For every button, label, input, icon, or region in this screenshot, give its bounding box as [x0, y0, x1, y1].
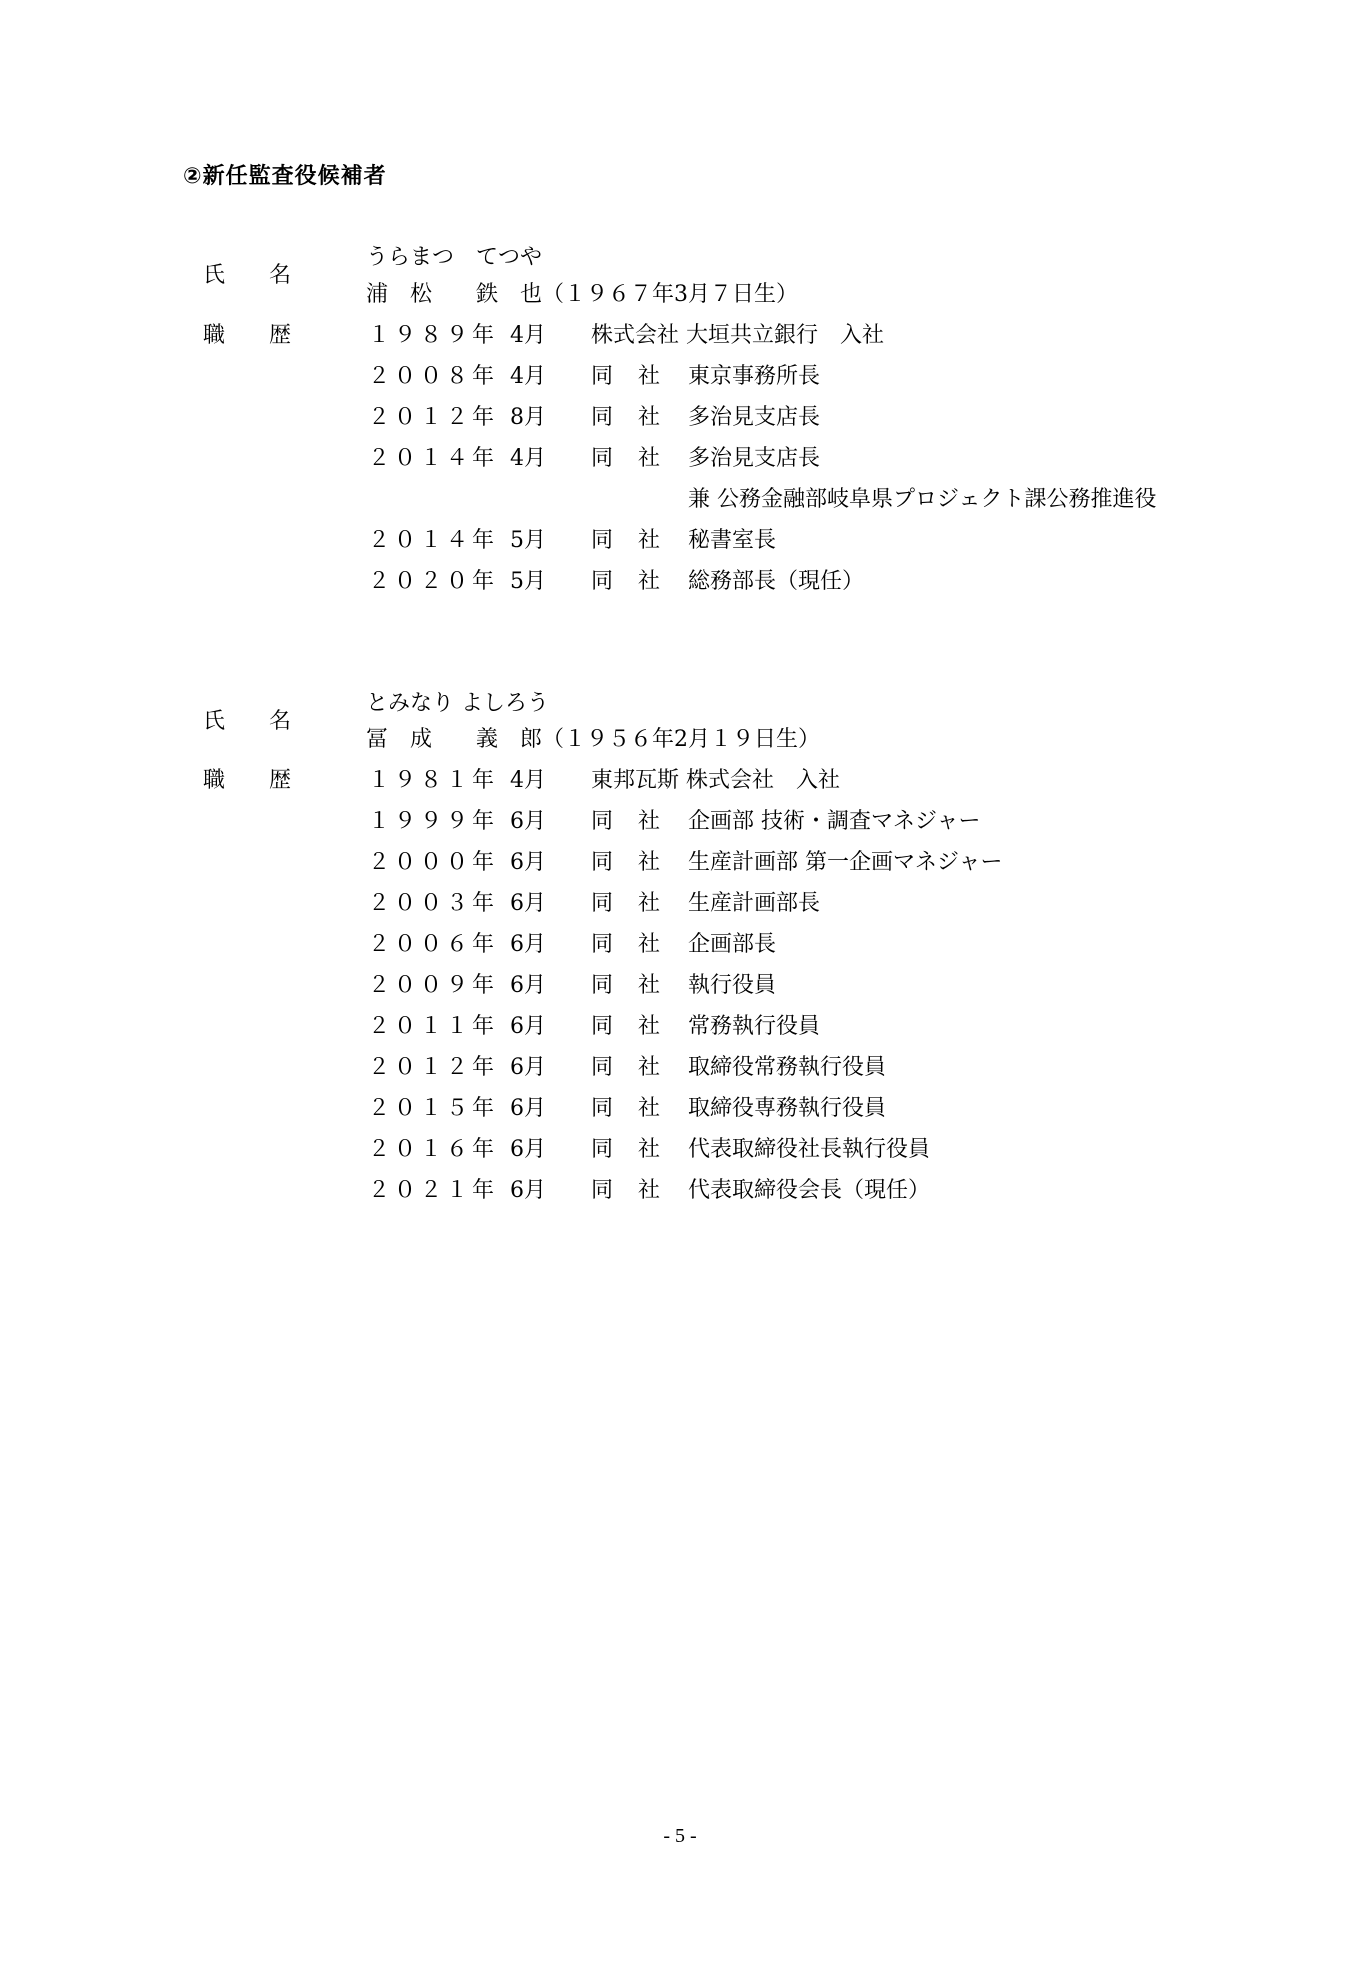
- career-company-marker: 社: [638, 973, 661, 998]
- career-position: 生産計画部長: [688, 891, 821, 916]
- career-same-marker: 同: [591, 1137, 614, 1162]
- career-row: [0, 1094, 1360, 1124]
- career-position: 代表取締役社長執行役員: [688, 1137, 931, 1162]
- career-year: ２０１４年: [368, 528, 499, 553]
- career-row: [0, 971, 1360, 1001]
- career-company-marker: 社: [638, 405, 661, 430]
- career-same-marker: 同: [591, 528, 614, 553]
- career-row: [0, 1012, 1360, 1042]
- career-row: [0, 807, 1360, 837]
- career-label: 職 歴: [203, 323, 292, 348]
- career-position: 東京事務所長: [688, 364, 821, 389]
- career-year: ２００９年: [368, 973, 499, 998]
- career-year: ２０２１年: [368, 1178, 499, 1203]
- career-year: ２０００年: [368, 850, 499, 875]
- career-row: [0, 1053, 1360, 1083]
- career-position: 執行役員: [688, 973, 777, 998]
- career-month: 4月: [510, 446, 546, 471]
- career-position: 多治見支店長: [688, 446, 821, 471]
- career-position: 常務執行役員: [688, 1014, 821, 1039]
- career-company-marker: 社: [638, 364, 661, 389]
- career-year: ２０２０年: [368, 569, 499, 594]
- career-year: １９８１年: [368, 768, 499, 793]
- career-same-marker: 同: [591, 446, 614, 471]
- full-name-birthdate: 浦 松 鉄 也（１９６７年3月７日生）: [366, 282, 798, 307]
- career-year: ２００３年: [368, 891, 499, 916]
- career-year: ２００６年: [368, 932, 499, 957]
- career-label: 職 歴: [203, 768, 292, 793]
- career-row: [0, 1135, 1360, 1165]
- career-year: ２０１４年: [368, 446, 499, 471]
- career-month: 6月: [510, 973, 546, 998]
- career-month: 6月: [510, 1137, 546, 1162]
- career-row: [0, 889, 1360, 919]
- career-same-marker: 同: [591, 405, 614, 430]
- career-month: 5月: [510, 569, 546, 594]
- career-month: 8月: [510, 405, 546, 430]
- career-month: 5月: [510, 528, 546, 553]
- name-label: 氏 名: [203, 709, 292, 734]
- career-month: 6月: [510, 891, 546, 916]
- career-position-continuation: 兼 公務金融部岐阜県プロジェクト課公務推進役: [688, 487, 1157, 512]
- career-entry: 株式会社 大垣共立銀行 入社: [591, 323, 884, 348]
- career-row: [0, 766, 1360, 796]
- career-month: 6月: [510, 1055, 546, 1080]
- career-year: ２０１５年: [368, 1096, 499, 1121]
- career-row: [0, 526, 1360, 556]
- career-month: 6月: [510, 850, 546, 875]
- career-company-marker: 社: [638, 1055, 661, 1080]
- career-position: 秘書室長: [688, 528, 777, 553]
- career-month: 6月: [510, 1178, 546, 1203]
- career-company-marker: 社: [638, 932, 661, 957]
- career-month: 6月: [510, 932, 546, 957]
- career-position: 企画部 技術・調査マネジャー: [688, 809, 981, 834]
- career-year: ２０１２年: [368, 405, 499, 430]
- career-company-marker: 社: [638, 1137, 661, 1162]
- career-same-marker: 同: [591, 932, 614, 957]
- career-entry: 東邦瓦斯 株式会社 入社: [591, 768, 840, 793]
- career-row: [0, 930, 1360, 960]
- career-year: ２０１２年: [368, 1055, 499, 1080]
- career-month: 6月: [510, 1014, 546, 1039]
- career-position: 取締役常務執行役員: [688, 1055, 887, 1080]
- career-company-marker: 社: [638, 891, 661, 916]
- career-company-marker: 社: [638, 528, 661, 553]
- career-company-marker: 社: [638, 569, 661, 594]
- career-month: 4月: [510, 768, 546, 793]
- career-company-marker: 社: [638, 809, 661, 834]
- career-position: 代表取締役会長（現任）: [688, 1178, 931, 1203]
- career-company-marker: 社: [638, 1178, 661, 1203]
- career-same-marker: 同: [591, 1178, 614, 1203]
- career-month: 4月: [510, 364, 546, 389]
- career-row: [0, 444, 1360, 474]
- career-row: [0, 1176, 1360, 1206]
- career-year: ２０１６年: [368, 1137, 499, 1162]
- career-position: 企画部長: [688, 932, 777, 957]
- career-same-marker: 同: [591, 364, 614, 389]
- career-row: [0, 567, 1360, 597]
- career-month: 6月: [510, 809, 546, 834]
- name-reading: とみなり よしろう: [366, 691, 549, 716]
- name-label: 氏 名: [203, 263, 292, 288]
- career-company-marker: 社: [638, 1014, 661, 1039]
- section-heading: ②新任監査役候補者: [183, 164, 387, 189]
- career-year: ２０１１年: [368, 1014, 499, 1039]
- career-year: ２００８年: [368, 364, 499, 389]
- career-same-marker: 同: [591, 1055, 614, 1080]
- career-month: 6月: [510, 1096, 546, 1121]
- page-number: - 5 -: [663, 1825, 697, 1847]
- career-same-marker: 同: [591, 891, 614, 916]
- career-row: [0, 848, 1360, 878]
- career-row: [0, 321, 1360, 351]
- career-position: 生産計画部 第一企画マネジャー: [688, 850, 1003, 875]
- career-row: [0, 362, 1360, 392]
- career-same-marker: 同: [591, 1096, 614, 1121]
- full-name-birthdate: 冨 成 義 郎（１９５６年2月１９日生）: [366, 727, 820, 752]
- career-row: [0, 403, 1360, 433]
- name-reading: うらまつ てつや: [366, 245, 543, 270]
- career-position: 総務部長（現任）: [688, 569, 865, 594]
- career-company-marker: 社: [638, 850, 661, 875]
- career-year: １９９９年: [368, 809, 499, 834]
- career-same-marker: 同: [591, 1014, 614, 1039]
- career-same-marker: 同: [591, 569, 614, 594]
- career-same-marker: 同: [591, 850, 614, 875]
- career-month: 4月: [510, 323, 546, 348]
- career-same-marker: 同: [591, 809, 614, 834]
- career-company-marker: 社: [638, 1096, 661, 1121]
- career-year: １９８９年: [368, 323, 499, 348]
- career-same-marker: 同: [591, 973, 614, 998]
- career-position: 多治見支店長: [688, 405, 821, 430]
- career-row-continuation: [0, 485, 1360, 515]
- career-position: 取締役専務執行役員: [688, 1096, 887, 1121]
- career-company-marker: 社: [638, 446, 661, 471]
